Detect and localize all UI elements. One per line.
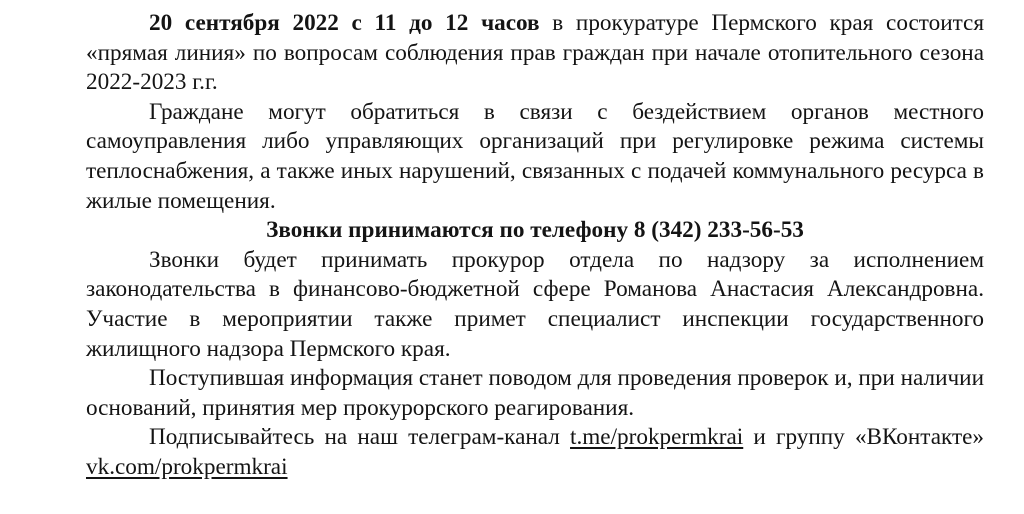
- information-paragraph: Поступившая информация станет поводом для проведения проверок и, при наличии оснований, принятия мер прокурорского реагирования.: [86, 365, 984, 421]
- telegram-link[interactable]: t.me/prokpermkrai: [570, 424, 744, 451]
- subscribe-paragraph: [86, 423, 984, 482]
- citizens-paragraph: Граждане могут обратиться в связи с бездействием органов местного самоуправления либо управляющих организаций при регулировке режима системы теплоснабжения, а также иных нарушений, связанных с подачей коммунального ресурса в жилые помещения.: [86, 98, 984, 214]
- vk-link[interactable]: vk.com/prokpermkrai: [86, 453, 288, 480]
- phone-heading: Звонки принимаются по телефону 8 (342) 233-56-53: [266, 217, 804, 244]
- subscribe-text-middle: и группу «ВКонтакте»: [743, 424, 984, 451]
- announcement-paragraph: [86, 9, 984, 98]
- prosecutor-paragraph: Звонки будет принимать прокурор отдела по надзору за исполнением законодательства в финансово-бюджетной сфере Романова Анастасия Александровна. Участие в мероприятии также примет специалист инспекции государственного жилищного надзора Пермского края.: [86, 246, 984, 362]
- event-date-time: 20 сентября 2022 с 11 до 12 часов: [149, 10, 540, 36]
- subscribe-text-before: Подписывайтесь на наш телеграм-канал: [149, 424, 571, 451]
- announcement-text: в прокуратуре Пермского края состоится «прямая линия» по вопросам соблюдения прав граждан при начале отопительного сезона 2022-2023 г.г.: [86, 10, 984, 96]
- document-body: [86, 9, 984, 483]
